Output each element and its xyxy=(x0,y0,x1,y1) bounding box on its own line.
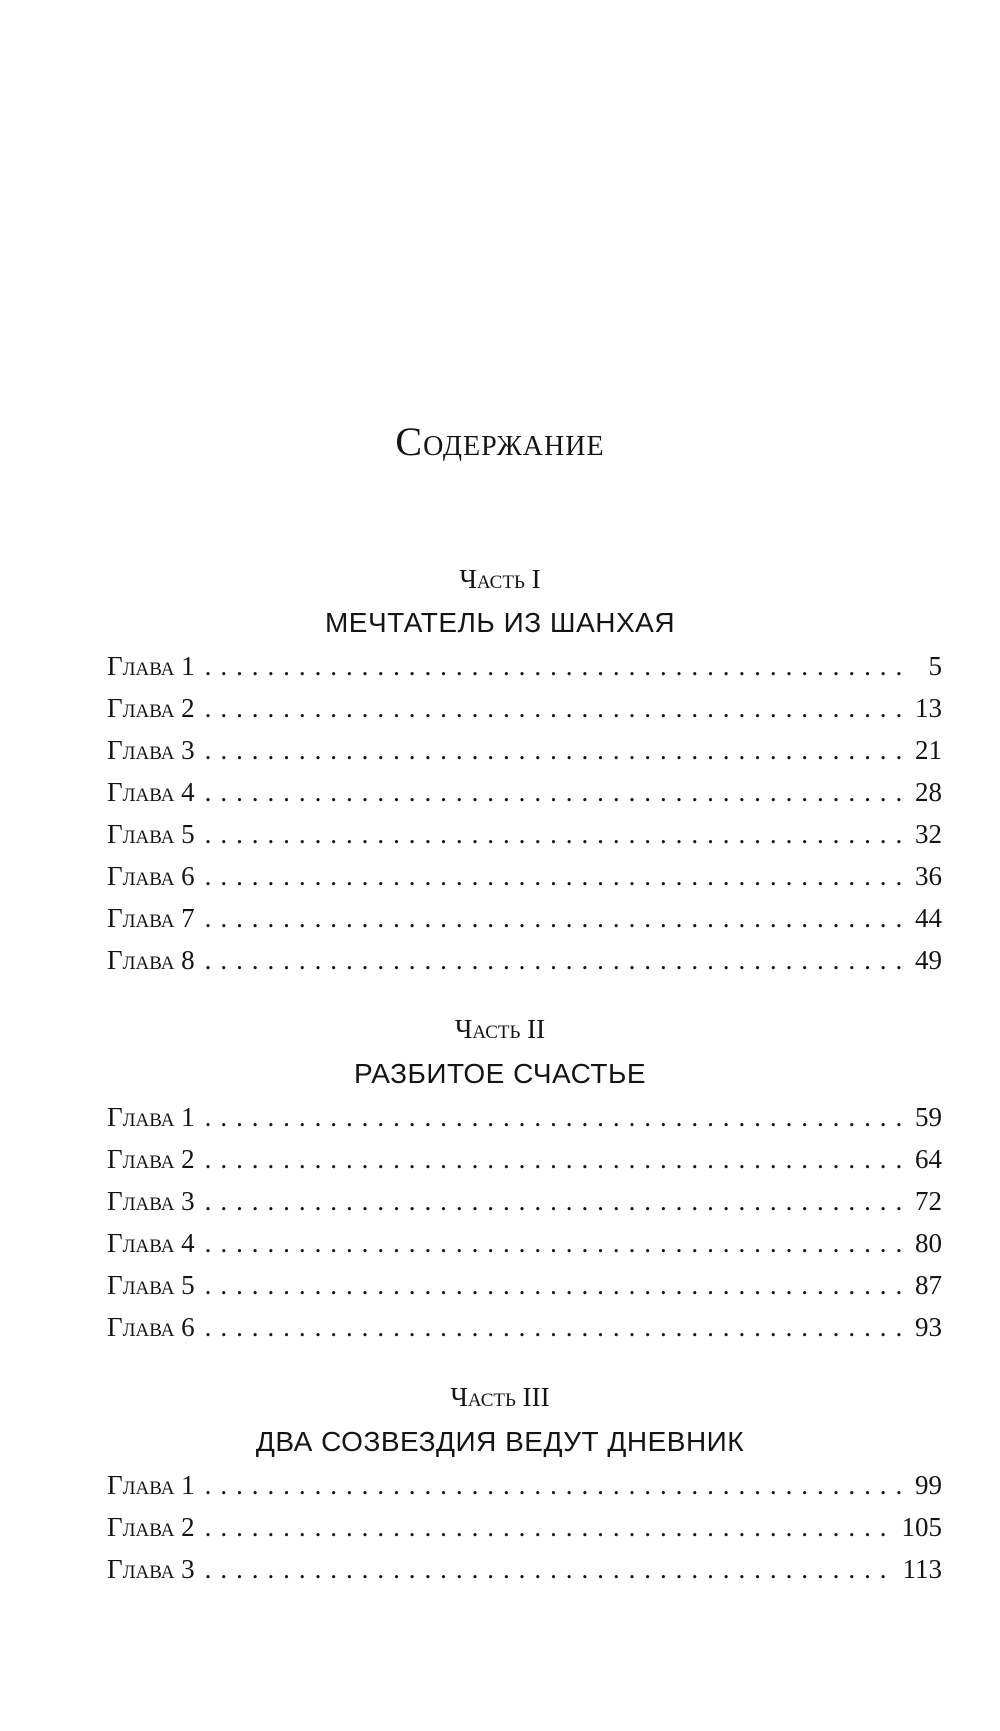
part-1-title: МЕЧТАТЕЛЬ ИЗ ШАНХАЯ xyxy=(324,607,676,638)
dot-leader xyxy=(205,1307,902,1347)
page-number: 87 xyxy=(915,1270,942,1300)
page-number: 59 xyxy=(915,1102,942,1132)
dot-leader xyxy=(205,1465,902,1505)
chapter-label: Глава 2 xyxy=(107,1144,195,1174)
dot-leader xyxy=(205,1139,902,1179)
dot-leader xyxy=(205,1223,902,1263)
part-3-title: ДВА СОЗВЕЗДИЯ ВЕДУТ ДНЕВНИК xyxy=(255,1426,745,1457)
contents-title: Содержание xyxy=(395,419,605,464)
dot-leader xyxy=(205,1097,902,1137)
page-number: 21 xyxy=(915,735,942,765)
chapter-label: Глава 2 xyxy=(107,693,195,723)
page-number: 64 xyxy=(915,1144,942,1174)
page-number: 5 xyxy=(928,651,942,681)
part-2-label: Часть II xyxy=(454,1014,546,1044)
toc-entry[interactable] xyxy=(107,1465,942,1505)
dot-leader xyxy=(205,856,902,896)
toc-entry[interactable] xyxy=(107,772,942,812)
page-number: 32 xyxy=(915,819,942,849)
chapter-label: Глава 3 xyxy=(107,1554,195,1584)
page-number: 28 xyxy=(915,777,942,807)
part-3-label: Часть III xyxy=(450,1382,550,1412)
page-number: 49 xyxy=(915,945,942,975)
toc-entry[interactable] xyxy=(107,898,942,938)
chapter-label: Глава 4 xyxy=(107,777,195,807)
chapter-label: Глава 7 xyxy=(107,903,195,933)
page-number: 36 xyxy=(915,861,942,891)
page-number: 44 xyxy=(915,903,942,933)
toc-entry[interactable] xyxy=(107,1097,942,1137)
toc-entry[interactable] xyxy=(107,814,942,854)
toc-entry[interactable] xyxy=(107,940,942,980)
dot-leader xyxy=(205,646,902,686)
dot-leader xyxy=(205,1265,902,1305)
chapter-label: Глава 6 xyxy=(107,1312,195,1342)
toc-entry[interactable] xyxy=(107,1507,942,1547)
part-2-title: РАЗБИТОЕ СЧАСТЬЕ xyxy=(353,1058,647,1089)
page-number: 13 xyxy=(915,693,942,723)
chapter-label: Глава 1 xyxy=(107,1102,195,1132)
page-number: 72 xyxy=(915,1186,942,1216)
dot-leader xyxy=(205,940,902,980)
chapter-label: Глава 6 xyxy=(107,861,195,891)
dot-leader xyxy=(205,730,902,770)
dot-leader xyxy=(205,814,902,854)
chapter-label: Глава 1 xyxy=(107,1470,195,1500)
chapter-label: Глава 1 xyxy=(107,651,195,681)
toc-entry[interactable] xyxy=(107,1139,942,1179)
chapter-label: Глава 3 xyxy=(107,735,195,765)
page-number: 93 xyxy=(915,1312,942,1342)
chapter-label: Глава 2 xyxy=(107,1512,195,1542)
toc-entry[interactable] xyxy=(107,1223,942,1263)
chapter-label: Глава 4 xyxy=(107,1228,195,1258)
dot-leader xyxy=(205,898,902,938)
page-number: 113 xyxy=(902,1554,942,1584)
toc-entry[interactable] xyxy=(107,646,942,686)
toc-entry[interactable] xyxy=(107,688,942,728)
chapter-label: Глава 5 xyxy=(107,819,195,849)
dot-leader xyxy=(205,1181,902,1221)
dot-leader xyxy=(205,1507,892,1547)
dot-leader xyxy=(205,1549,893,1589)
dot-leader xyxy=(205,688,902,728)
page-number: 105 xyxy=(901,1512,942,1542)
chapter-label: Глава 3 xyxy=(107,1186,195,1216)
toc-entry[interactable] xyxy=(107,1549,942,1589)
toc-entry[interactable] xyxy=(107,730,942,770)
toc-entry[interactable] xyxy=(107,1307,942,1347)
toc-entry[interactable] xyxy=(107,856,942,896)
page-number: 99 xyxy=(915,1470,942,1500)
toc-entry[interactable] xyxy=(107,1181,942,1221)
page-number: 80 xyxy=(915,1228,942,1258)
chapter-label: Глава 5 xyxy=(107,1270,195,1300)
toc-entry[interactable] xyxy=(107,1265,942,1305)
part-1-label: Часть I xyxy=(459,564,541,594)
chapter-label: Глава 8 xyxy=(107,945,195,975)
dot-leader xyxy=(205,772,902,812)
